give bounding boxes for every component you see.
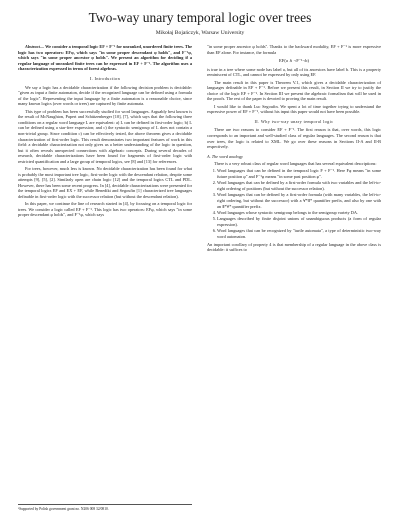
paragraph: We say a logic has a decidable characterization if the following decision problem is decidable: "given as input a finite automaton, decide if the recognized language can be defined using a formula of the logic". Representing the input language by a finite automaton is a reasonable choice, since many known logics (over words or trees) are captured by finite automata. xyxy=(18,84,192,107)
list-item: 4. Word languages whose syntactic semigroup belongs to the semigroup variety DA. xyxy=(217,210,381,216)
right-column xyxy=(207,44,381,254)
paragraph: For trees, however, much less is known. No decidable characterization has been found for what is probably the most important tree logic, first-order logic with the descendant relation, despite some attempts [9], [5], [2]. Similarly open are chain logic [12] and the temporal logics CTL and PDL. However, there has been some recent progress. In [4], decidable characterizations were presented for the temporal logics EF and EX + EF, while Benedikt and Segoufin [1] characterized tree languages definable in first-order logic with the successor relation (but without the descendant relation). xyxy=(18,166,192,200)
list-item: 5. Languages described by finite disjoint unions of unambiguous products (a form of regular expression). xyxy=(217,216,381,227)
list-item: 3. Word languages that can be defined by a first-order formula (with many variables, the left-to-right ordering, but without the successor) with a ∀*∃* quantifier prefix, and also by one with an ∃*∀* quantifier prefix. xyxy=(217,192,381,209)
list-item: 1. Word languages that can be defined in the temporal logic F + F⁻¹. Here Fφ means "in some future position φ" and F⁻¹φ means "in some past position φ". xyxy=(217,168,381,179)
subsection-heading-word-analogy: A. The word analogy xyxy=(207,153,243,159)
list-item: 2. Word languages that can be defined by a first-order formula with two variables and the left-to-right ordering of positions (but without the successor relation). xyxy=(217,180,381,191)
abstract-label: Abstract— xyxy=(25,44,45,49)
list-item: 6. Word languages that can be recognized by "turtle automata", a type of deterministic two-way word automaton. xyxy=(217,228,381,239)
paragraph: This type of problem has been successfully studied for word languages. Arguably best known is the result of McNaughton, Papert and Schützenberger [10], [7], which says that the following three conditions on a regular word language L are equivalent: a) L can be defined in first-order logic; b) L can be defined using a star-free expression; and c) the syntactic semigroup of L does not contain a non-trivial group. Since condition c) can be effectively tested, the above theorem gives a decidable characterization of first-order logic. This result demonstrates two important features of work in this field: a decidable characterization not only gives us a better understanding of the logic in question, but it often reveals unexpected connections with algebraic concepts. During several decades of research, decidable characterizations have been found for fragments of first-order logic with restricted quantification and a large group of temporal logics, see [8] and [13] for references. xyxy=(18,108,192,164)
page-title: Two-way unary temporal logic over trees xyxy=(88,10,312,25)
paragraph: The main result in this paper is Theorem V.1, which gives a decidable characterization of languages definable in EF + F⁻¹. Before we present this result, in Section II we try to justify the choice of the logic EF + F⁻¹. In Section III we present the algebraic formalism that will be used in the proofs. The rest of the paper is devoted to proving the main result. xyxy=(207,79,381,102)
left-column xyxy=(18,44,192,220)
footnote: ¹Supported by Polish government grant no. N206 008 32/0810. xyxy=(18,504,192,511)
section-heading-introduction: I. Introduction xyxy=(89,75,121,81)
paragraph: An important corollary of property 4 is that membership of a regular language in the above class is decidable: it suffices to xyxy=(207,241,381,253)
abstract xyxy=(18,44,192,72)
paragraph: is true in a tree where some node has label a, but all of its ancestors have label b. This is a property reminiscent of CTL, and cannot be expressed by only using EF. xyxy=(207,66,381,78)
paragraph: In this paper, we continue the line of research started in [4], by focusing on a temporal logic for trees. We consider a logic called EF + F⁻¹. This logic has two operators: EFφ, which says "in some proper descendant φ holds", and F⁻¹φ, which says xyxy=(18,201,192,218)
section-heading-two-way: II. Why two-way unary temporal logic xyxy=(254,118,334,124)
paragraph: "in some proper ancestor φ holds". Thanks to the backward modality, EF + F⁻¹ is more expressive than EF alone. For instance, the formula xyxy=(207,44,381,55)
paragraph: I would like to thank Luc Segoufin. We spent a lot of time together trying to understand the expressive power of EF + F⁻¹, without his input this paper would not have been possible. xyxy=(207,103,381,115)
paragraph: There is a very robust class of regular word languages that has several equivalent descriptions: xyxy=(214,161,377,167)
abstract-text: We consider a temporal logic EF + F⁻¹ for unranked, unordered finite trees. The logic has two operators: EFφ, which says "in some proper descendant φ holds", and F⁻¹φ, which says "in some proper ancestor φ holds". We present an algorithm for deciding if a regular language of unranked finite trees can be expressed in EF + F⁻¹. The algorithm uses a characterization expressed in terms of forest algebras. xyxy=(18,44,192,72)
author-line: Mikołaj Bojańczyk, Warsaw University xyxy=(155,30,245,36)
formula: EF(a ∧ ¬F⁻¹¬b) xyxy=(279,58,309,64)
characterization-list xyxy=(207,168,381,239)
paragraph: There are two reasons to consider EF + F⁻¹. The first reason is that, over words, this logic corresponds to an important and well-studied class of regular languages. The second reason is that over trees, the logic is related to XML. We go over these reasons in Sections II-A and II-B respectively. xyxy=(207,127,381,150)
